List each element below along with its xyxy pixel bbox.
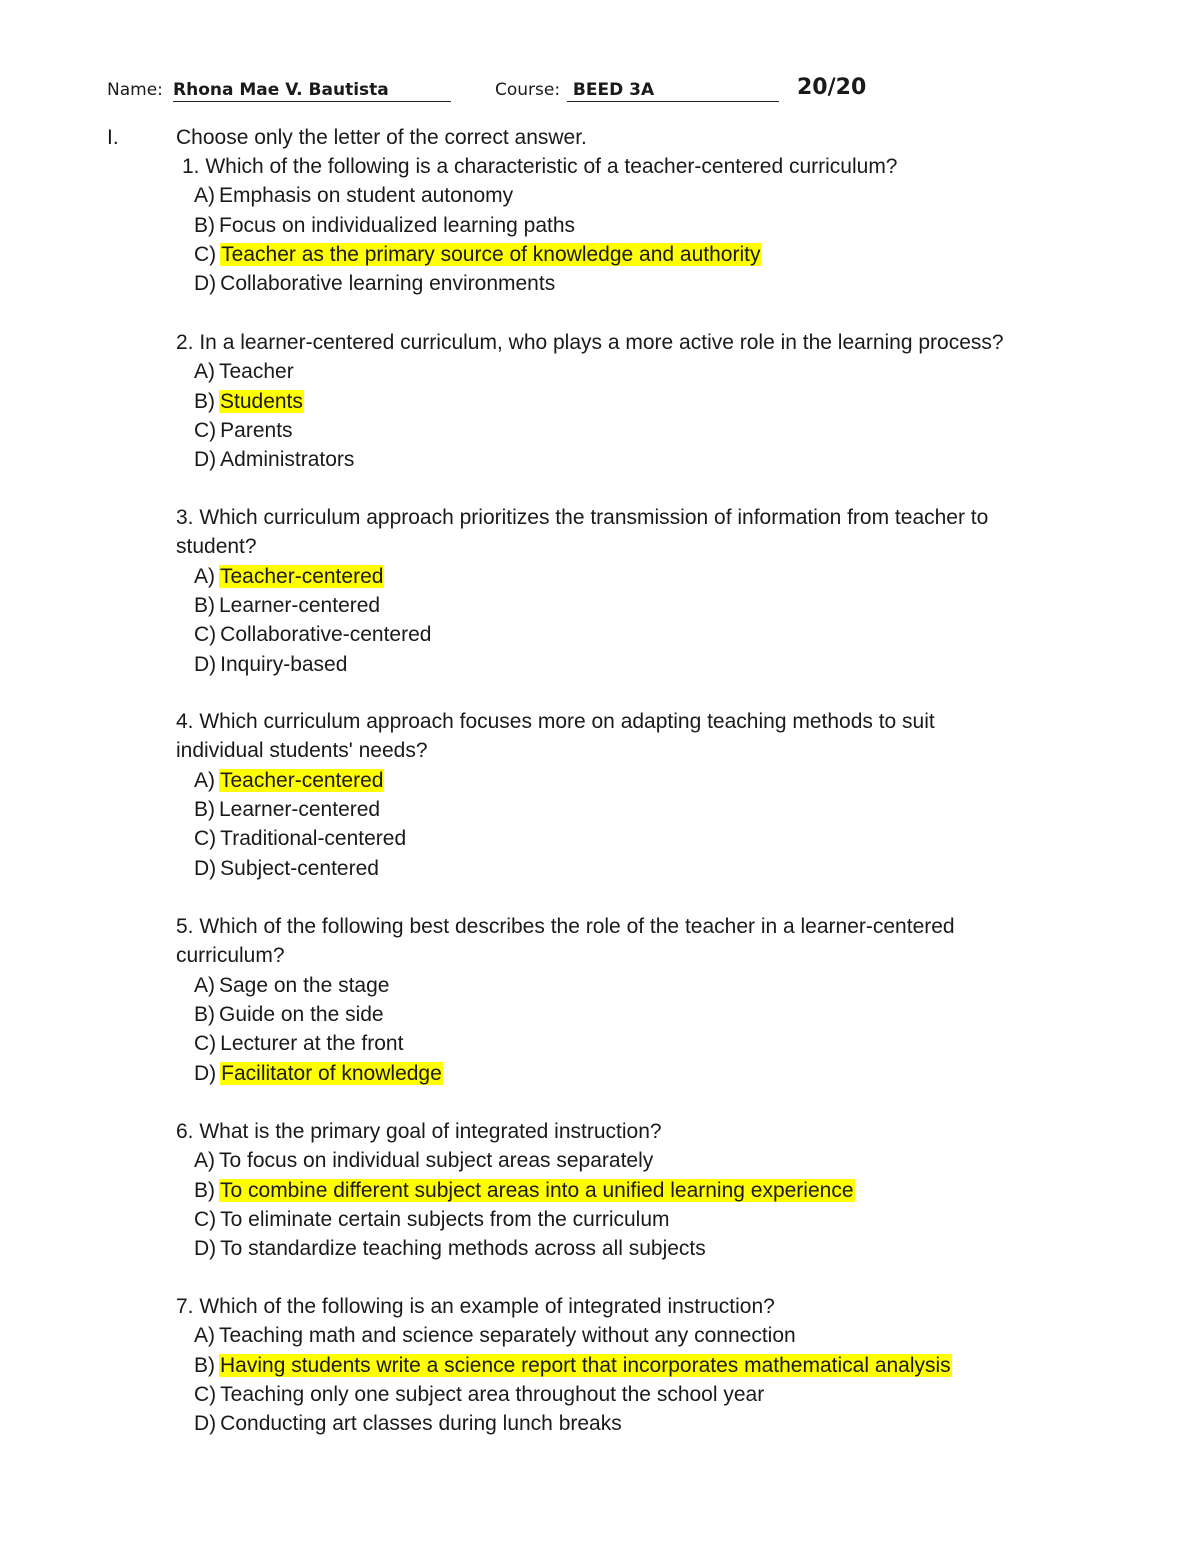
option-text: Learner-centered (219, 593, 381, 617)
option-text: To eliminate certain subjects from the curriculum (220, 1207, 670, 1231)
answer-option (194, 766, 384, 795)
answer-option (194, 445, 354, 474)
option-letter: C) (194, 827, 217, 851)
answer-option (194, 181, 513, 210)
highlighted-answer-text: Teacher-centered (220, 768, 384, 792)
question-stem: student? (176, 535, 257, 559)
option-text: Guide on the side (219, 1002, 384, 1026)
option-text: Conducting art classes during lunch breaks (220, 1412, 622, 1436)
option-letter: A) (194, 973, 215, 997)
option-text: Focus on individualized learning paths (219, 213, 576, 237)
question-stem: 5. Which of the following best describes the role of the teacher in a learner-centered (176, 915, 955, 938)
answer-option (194, 620, 431, 649)
option-text: Learner-centered (219, 797, 381, 821)
option-letter: D) (194, 272, 217, 296)
answer-option (194, 824, 406, 853)
answer-option (194, 1351, 952, 1380)
answer-option (194, 1321, 796, 1350)
option-letter: D) (194, 652, 217, 676)
option-letter: B) (194, 1178, 215, 1202)
answer-option (194, 1000, 384, 1029)
answer-option (194, 387, 304, 416)
option-text: Administrators (220, 448, 355, 472)
option-letter: D) (194, 448, 217, 472)
option-text: Parents (220, 418, 293, 442)
option-text: To focus on individual subject areas separately (219, 1149, 654, 1173)
answer-option (194, 1059, 443, 1088)
answer-option (194, 211, 575, 240)
answer-option (194, 1409, 622, 1438)
option-letter: D) (194, 856, 217, 880)
answer-option (194, 971, 389, 1000)
option-letter: A) (194, 1149, 215, 1173)
highlighted-answer-text: Teacher as the primary source of knowledge and authority (221, 242, 761, 266)
highlighted-answer-text: Having students write a science report that incorporates mathematical analysis (220, 1353, 951, 1377)
question-stem: 4. Which curriculum approach focuses more on adapting teaching methods to suit (176, 710, 935, 733)
option-letter: C) (194, 1382, 217, 1406)
option-letter: B) (194, 389, 215, 413)
option-letter: B) (194, 1353, 215, 1377)
question-stem: curriculum? (176, 944, 285, 968)
highlighted-answer-text: Facilitator of knowledge (221, 1061, 442, 1085)
option-text: Emphasis on student autonomy (219, 184, 514, 208)
option-letter: A) (194, 360, 215, 384)
option-letter: C) (194, 1207, 217, 1231)
option-letter: B) (194, 213, 215, 237)
name-value: Rhona Mae V. Bautista (173, 80, 451, 102)
option-letter: D) (194, 1061, 217, 1085)
option-letter: B) (194, 593, 215, 617)
option-letter: C) (194, 242, 217, 266)
option-letter: A) (194, 564, 215, 588)
answer-option (194, 854, 379, 883)
option-text: Teaching math and science separately without any connection (219, 1324, 796, 1348)
answer-option (194, 1029, 403, 1058)
section-numeral: I. (107, 126, 119, 149)
answer-option (194, 269, 555, 298)
question-stem: individual students' needs? (176, 739, 428, 763)
answer-option (194, 650, 347, 679)
answer-option (194, 562, 384, 591)
answer-option (194, 416, 293, 445)
option-letter: A) (194, 768, 215, 792)
answer-option (194, 1234, 706, 1263)
option-letter: D) (194, 1237, 217, 1261)
question-stem: 2. In a learner-centered curriculum, who plays a more active role in the learning process? (176, 331, 1004, 354)
option-text: Collaborative-centered (220, 623, 432, 647)
question-stem: 6. What is the primary goal of integrated instruction? (176, 1120, 662, 1143)
answer-option (194, 795, 380, 824)
option-text: Sage on the stage (219, 973, 390, 997)
answer-option (194, 1205, 670, 1234)
course-label: Course: (495, 80, 561, 100)
option-letter: B) (194, 1002, 215, 1026)
option-letter: B) (194, 797, 215, 821)
highlighted-answer-text: Students (220, 389, 303, 413)
highlighted-answer-text: Teacher-centered (220, 564, 384, 588)
option-text: To standardize teaching methods across all subjects (220, 1237, 706, 1261)
answer-option (194, 591, 380, 620)
option-letter: D) (194, 1412, 217, 1436)
answer-option (194, 1176, 855, 1205)
question-stem: 3. Which curriculum approach prioritizes the transmission of information from teacher to (176, 506, 989, 529)
option-text: Traditional-centered (220, 827, 407, 851)
question-stem: 1. Which of the following is a characteristic of a teacher-centered curriculum? (182, 155, 898, 178)
name-label: Name: (107, 80, 163, 100)
answer-option (194, 357, 294, 386)
option-text: Lecturer at the front (220, 1032, 404, 1056)
option-letter: C) (194, 623, 217, 647)
option-text: Teaching only one subject area throughout the school year (220, 1382, 765, 1406)
option-text: Collaborative learning environments (220, 272, 556, 296)
option-text: Subject-centered (220, 856, 379, 880)
score: 20/20 (797, 75, 867, 100)
answer-option (194, 1380, 764, 1409)
option-letter: C) (194, 418, 217, 442)
option-letter: C) (194, 1032, 217, 1056)
answer-option (194, 1146, 653, 1175)
option-text: Teacher (219, 360, 294, 384)
answer-option (194, 240, 761, 269)
question-stem: 7. Which of the following is an example of integrated instruction? (176, 1295, 775, 1318)
course-value: BEED 3A (567, 80, 779, 102)
option-letter: A) (194, 184, 215, 208)
header (107, 74, 1007, 104)
option-letter: A) (194, 1324, 215, 1348)
option-text: Inquiry-based (220, 652, 348, 676)
highlighted-answer-text: To combine different subject areas into a unified learning experience (220, 1178, 854, 1202)
section-instruction: Choose only the letter of the correct answer. (176, 126, 587, 149)
